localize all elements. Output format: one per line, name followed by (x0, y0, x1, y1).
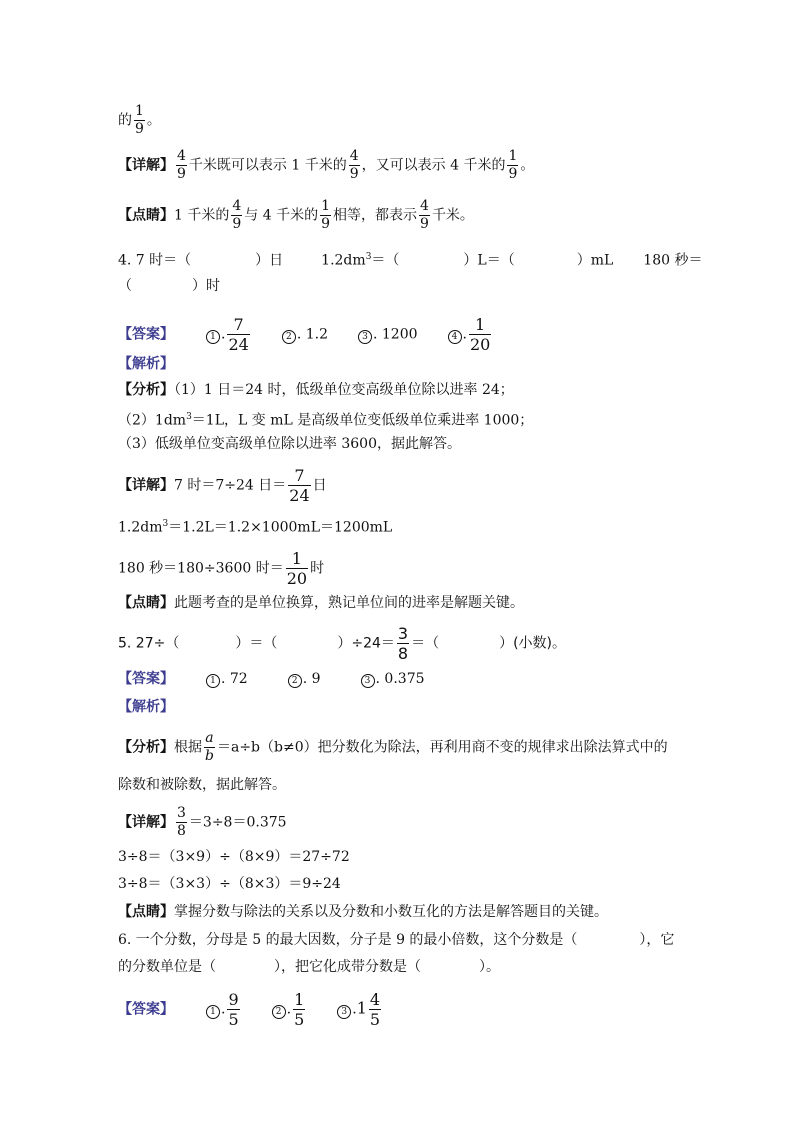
key-point-line: 【点睛】掌握分数与除法的关系以及分数和小数互化的方法是解答题目的关键。 (118, 904, 608, 920)
detail-line: 【详解】 $\frac{4}{9}$ 千米既可以表示 1 千米的 $\frac{4}{9}$ ，又可以表示 4 千米的 $\frac{1}{9}$ 。 (118, 148, 535, 182)
analysis-line1: 【分析】根据 $\frac{a}{b}$ ＝a÷b（b≠0）把分数化为除法，再利用商不变的规律求出除法算式中的 (118, 730, 668, 764)
fraction: $\frac{4}{9}$ (349, 148, 359, 182)
fraction: $\frac{3}{8}$ (177, 805, 186, 839)
detail-line2: $1.2dm^3=1.2L=1.2\times 1000mL=1200mL$ (118, 519, 393, 536)
circled-number: 3 (337, 1005, 351, 1019)
fraction: $\frac{9}{5}$ (228, 990, 239, 1029)
question-6-line1: 6. 一个分数，分母是 5 的最大因数，分子是 9 的最小倍数，这个分数是（ ），它 (118, 932, 675, 948)
circled-number: 1 (206, 1005, 220, 1019)
answer-tag: 【答案】 (118, 326, 174, 343)
fraction: $\frac{7}{24}$ (228, 315, 249, 354)
analysis-heading: 【解析】 (118, 699, 174, 715)
analysis-line2: $(2)1dm^3=1L$，L 变 mL 是高级单位变低级单位乘进率 1000； (118, 412, 534, 429)
fraction: $\frac{4}{9}$ (232, 198, 242, 232)
circled-number: 1 (206, 330, 220, 344)
detail-line2: 3÷8＝（3×9）÷（8×9）＝27÷72 (118, 849, 350, 865)
analysis-heading: 【解析】 (118, 356, 174, 372)
line-fraction-ninth: 的 $\frac{1}{9}$ 。 (118, 103, 161, 137)
fraction: $\frac{4}{9}$ (177, 148, 186, 182)
answer-tag: 【答案】 (118, 1001, 174, 1018)
circled-number: 4 (448, 330, 462, 344)
detail-line1: 【详解】7 时＝7÷24 日＝ $\frac{7}{24}$ 日 (118, 466, 327, 505)
fraction: $\frac{1}{9}$ (508, 148, 518, 182)
text: 的 (118, 112, 132, 129)
fraction: $\frac{7}{24}$ (289, 466, 310, 505)
answer-tag: 【答案】 (118, 671, 174, 687)
fraction: $\frac{1}{9}$ (321, 198, 331, 232)
fraction: $\frac{a}{b}$ (205, 730, 214, 764)
question-5-answer: 【答案】 1 . 72 2 . 9 3 . 0.375 (118, 671, 425, 687)
circled-number: 2 (288, 674, 302, 688)
circled-number: 2 (282, 330, 296, 344)
question-4-line2: （ ）时 (118, 278, 220, 294)
fraction: $\frac{4}{5}$ (369, 990, 381, 1029)
question-5-line1: 5. 27÷（ ）＝（ ）÷24＝ $\frac{3}{8}$ ＝（ ）(小数)。 (118, 624, 567, 663)
circled-number: 1 (206, 674, 220, 688)
key-point-line: 【点睛】此题考查的是单位换算，熟记单位间的进率是解题关键。 (118, 595, 524, 611)
key-point-line: 【点睛】1 千米的 $\frac{4}{9}$ 与 4 千米的 $\frac{1}{9}$ 相等，都表示 $\frac{4}{9}$ 千米。 (118, 198, 474, 232)
fraction: $\frac{1}{5}$ (294, 990, 305, 1029)
analysis-line1: 【分析】（1）1 日＝24 时，低级单位变高级单位除以进率 24； (118, 382, 514, 398)
fraction: $\frac{1}{20}$ (469, 315, 491, 354)
question-4-line1: 4. 7 时＝（ ）日 $1.2dm^3=$（ ）L＝（ ）mL 180 秒＝ (118, 252, 703, 269)
detail-tag: 【详解】 (118, 157, 174, 174)
fraction: $\frac{1}{20}$ (286, 549, 308, 588)
question-4-answer: 【答案】 1 . $\frac{7}{24}$ 2 . 1.2 3 . 1200 4 . $\frac{1}{20}$ (118, 315, 491, 354)
question-6-answer: 【答案】 1 . $\frac{9}{5}$ 2 . $\frac{1}{5}$ 3 .1 $\frac{4}{5}$ (118, 990, 381, 1029)
analysis-line3: （3）低级单位变高级单位除以进率 3600，据此解答。 (118, 436, 461, 452)
detail-line3: 3÷8＝（3×3）÷（8×3）＝9÷24 (118, 876, 341, 892)
fraction: $\frac{4}{9}$ (420, 198, 429, 232)
key-point-tag: 【点睛】 (118, 207, 174, 224)
circled-number: 3 (358, 330, 372, 344)
detail-line1: 【详解】 $\frac{3}{8}$ ＝3÷8＝0.375 (118, 805, 287, 839)
analysis-line2: 除数和被除数，据此解答。 (118, 777, 286, 793)
fraction: $\frac{3}{8}$ (397, 624, 409, 663)
question-6-line2: 的分数单位是（ ），把它化成带分数是（ ）。 (118, 959, 500, 975)
fraction: $\frac{1}{9}$ (135, 103, 144, 137)
detail-line3: 180 秒＝180÷3600 时＝ $\frac{1}{20}$ 时 (118, 549, 325, 588)
circled-number: 2 (272, 1005, 286, 1019)
circled-number: 3 (361, 674, 375, 688)
